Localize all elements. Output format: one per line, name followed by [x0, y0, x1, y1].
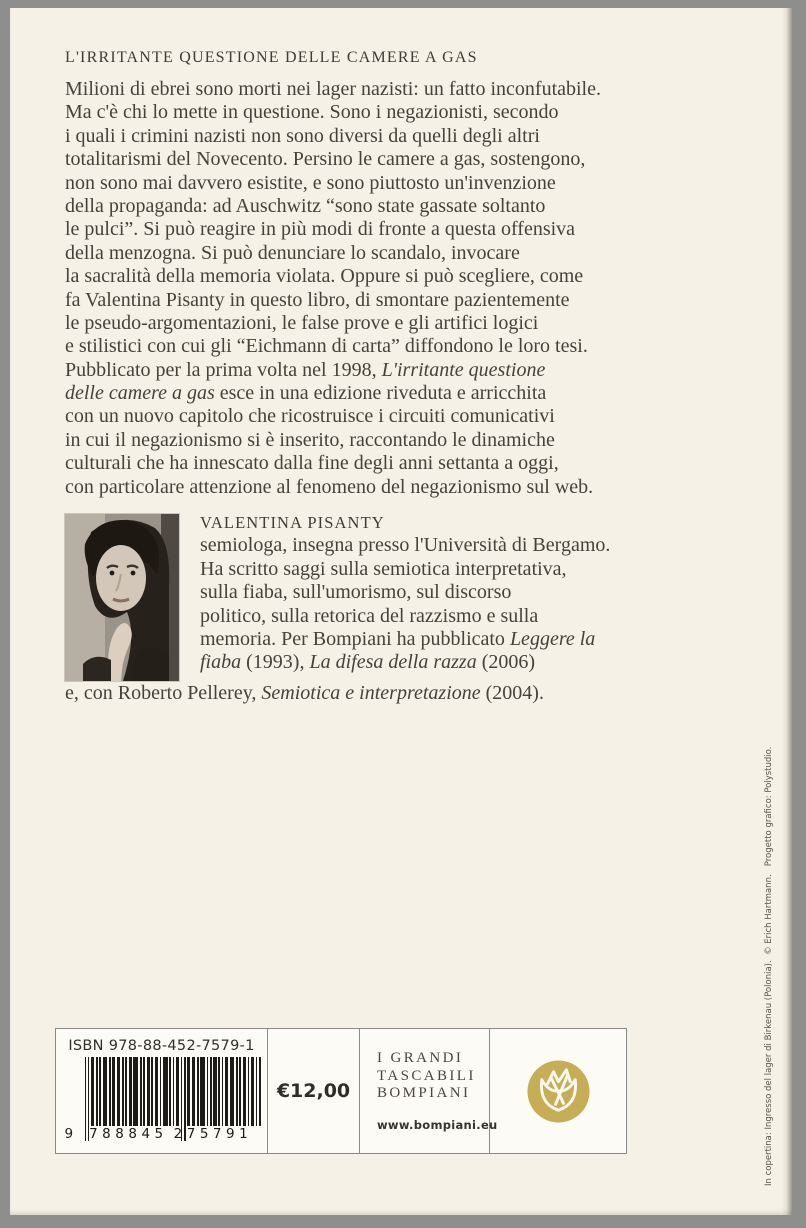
- book-title: L'IRRITANTE QUESTIONE DELLE CAMERE A GAS: [65, 49, 478, 66]
- imprint-line: TASCABILI: [377, 1067, 476, 1084]
- synopsis: [65, 78, 765, 499]
- cover-credits: In copertina: Ingresso del lager di Birkenau (Polonia). © Erich Hartmann. Progetto grafico: Polystudio.: [764, 746, 774, 1186]
- barcode: [63, 1057, 261, 1145]
- text-line: sulla fiaba, sull'umorismo, sul discorso: [200, 581, 512, 604]
- text-line: e, con Roberto Pellerey, Semiotica e interpretazione (2004).: [65, 682, 544, 704]
- text-line: non sono mai davvero esistite, e sono piuttosto un'invenzione: [65, 171, 556, 194]
- text-line: culturali che ha innescato dalla fine degli anni settanta a oggi,: [65, 452, 559, 475]
- barcode-digit-group: 788845: [89, 1126, 168, 1142]
- barcode-digits: [63, 1126, 261, 1142]
- text-line: Milioni di ebrei sono morti nei lager nazisti: un fatto inconfutabile.: [65, 78, 601, 100]
- publisher-logo-cell: [490, 1029, 626, 1153]
- publisher-website: www.bompiani.eu: [377, 1117, 498, 1132]
- text-line: semiologa, insegna presso l'Università di Bergamo.: [200, 534, 611, 557]
- author-photo: [65, 514, 179, 681]
- author-portrait-image: [65, 514, 179, 681]
- back-cover-page: [10, 8, 792, 1215]
- text-line: in cui il negazionismo si è inserito, raccontando le dinamiche: [65, 428, 555, 451]
- text-line: le pulci”. Si può reagire in più modi di fronte a questa offensiva: [65, 218, 576, 241]
- text-line: con un nuovo capitolo che ricostruisce i circuiti comunicativi: [65, 405, 555, 428]
- text-line: Pubblicato per la prima volta nel 1998, L'irritante questione: [65, 358, 546, 381]
- text-line: con particolare attenzione al fenomeno del negazionismo sul web.: [65, 475, 594, 498]
- text-line: della menzogna. Si può denunciare lo scandalo, invocare: [65, 241, 520, 264]
- isbn-label: ISBN 978-88-452-7579-1: [68, 1038, 255, 1054]
- text-line: la sacralità della memoria violata. Oppure si può scegliere, come: [65, 265, 584, 288]
- bompiani-flower-logo-icon: [527, 1060, 590, 1123]
- text-line: Ma c'è chi lo mette in questione. Sono i negazionisti, secondo: [65, 101, 559, 124]
- footer-box: [55, 1028, 627, 1154]
- text-line: fa Valentina Pisanty in questo libro, di smontare pazientemente: [65, 288, 570, 311]
- price-cell: [268, 1029, 360, 1153]
- imprint-line: I GRANDI: [377, 1050, 464, 1067]
- text-line: memoria. Per Bompiani ha pubblicato Leggere la: [200, 627, 596, 650]
- author-bio-extra: [65, 682, 544, 705]
- isbn-barcode-cell: [56, 1029, 268, 1153]
- page-edge-shadow: [782, 8, 792, 1215]
- text-line: e stilistici con cui gli “Eichmann di carta” diffondono le loro tesi.: [65, 335, 588, 358]
- text-line: fiaba (1993), La difesa della razza (2006): [200, 651, 536, 674]
- author-bio: [200, 511, 610, 675]
- author-name: VALENTINA PISANTY: [200, 513, 385, 532]
- barcode-digit-group: 275791: [173, 1126, 253, 1142]
- author-bio-lines: [200, 534, 610, 674]
- price-label: €12,00: [276, 1080, 351, 1102]
- text-line: Ha scritto saggi sulla semiotica interpretativa,: [200, 557, 567, 580]
- imprint-line: BOMPIANI: [377, 1085, 471, 1102]
- text-line: le pseudo-argomentazioni, le false prove e gli artifici logici: [65, 311, 539, 334]
- imprint-series-name: [377, 1050, 489, 1103]
- text-line: della propaganda: ad Auschwitz “sono state gassate soltanto: [65, 194, 546, 217]
- imprint-cell: [360, 1029, 498, 1153]
- text-line: politico, sulla retorica del razzismo e sulla: [200, 604, 539, 627]
- text-line: delle camere a gas esce in una edizione riveduta e arricchita: [65, 382, 547, 405]
- barcode-digit-group: 9: [64, 1126, 74, 1142]
- text-line: i quali i crimini nazisti non sono diversi da quelli degli altri: [65, 124, 540, 147]
- text-line: totalitarismi del Novecento. Persino le camere a gas, sostengono,: [65, 148, 586, 171]
